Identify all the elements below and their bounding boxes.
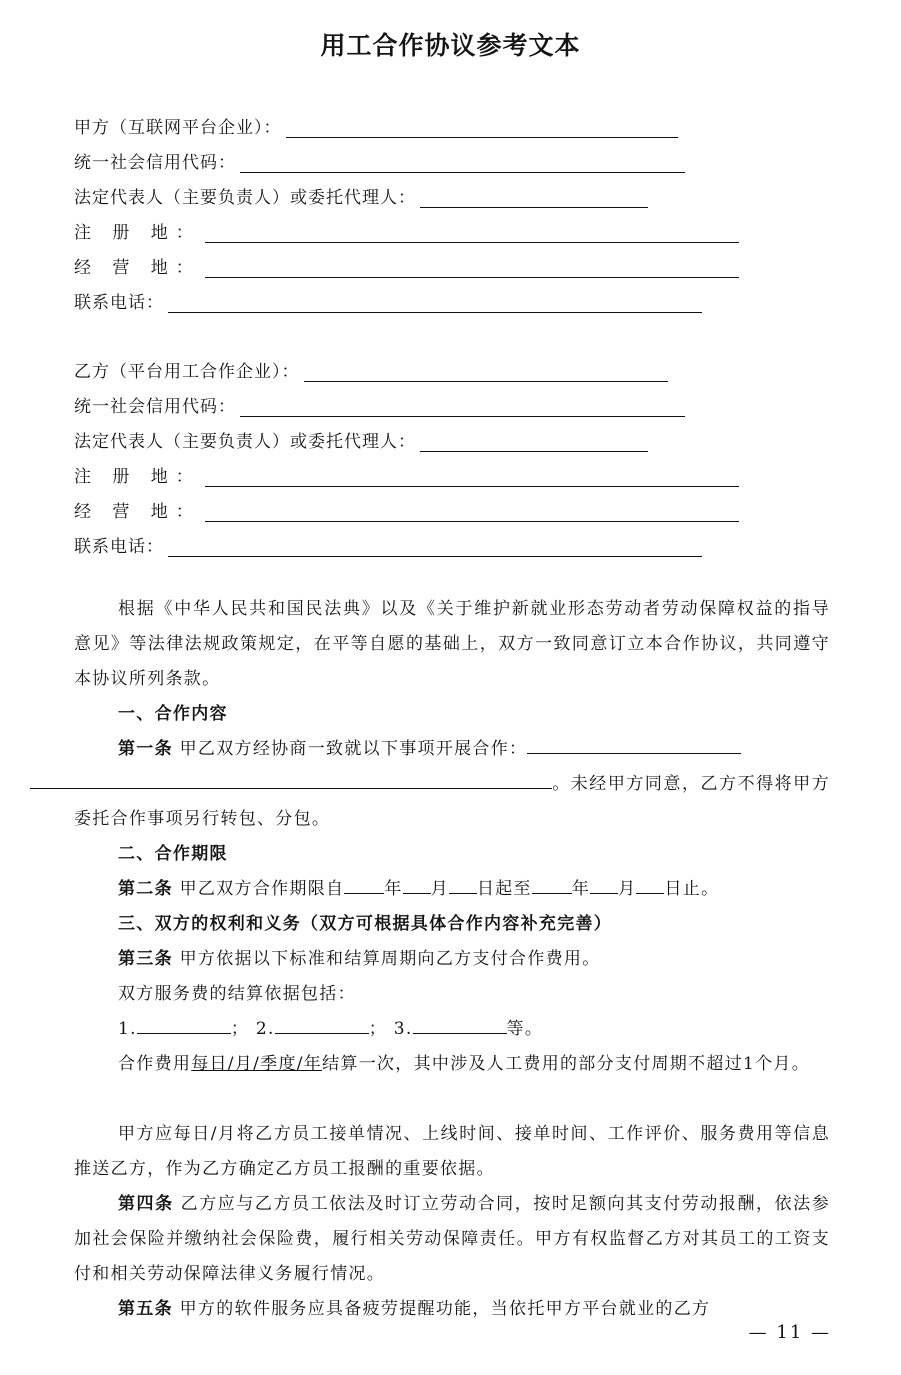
end-year-blank[interactable] — [532, 875, 572, 894]
party-b-reg-addr-blank[interactable] — [205, 468, 739, 487]
document-title: 用工合作协议参考文本 — [320, 31, 581, 60]
article-1 — [74, 732, 830, 837]
party-a-name-label: 甲方（互联网平台企业）： — [74, 118, 282, 138]
fee-text-a: 合作费用 — [118, 1054, 192, 1074]
party-a-biz-addr-field[interactable] — [74, 254, 739, 278]
fee-settlement-paragraph — [74, 1047, 830, 1082]
article-1-blank-b[interactable] — [30, 770, 552, 789]
article-3-text: 甲方依据以下标准和结算周期向乙方支付合作费用。 — [179, 949, 601, 969]
section-1-heading: 一、合作内容 — [118, 704, 228, 724]
party-a-biz-addr-blank[interactable] — [205, 259, 739, 278]
party-a-biz-addr-label: 经 营 地： — [74, 258, 201, 278]
settlement-basis-intro: 双方服务费的结算依据包括： — [118, 984, 356, 1004]
article-4 — [74, 1187, 830, 1292]
article-4-title: 第四条 — [118, 1194, 174, 1214]
basis-item-2-label: 2. — [255, 1019, 275, 1039]
end-day-label: 日止。 — [664, 879, 720, 899]
party-b-biz-addr-label: 经 营 地： — [74, 502, 201, 522]
fee-text-b: 结算一次，其中涉及人工费用的部分支付周期不超过1个月。 — [322, 1054, 811, 1074]
party-a-phone-field[interactable] — [74, 289, 702, 313]
basis-item-3-label: 3. — [393, 1019, 413, 1039]
preamble-paragraph: 根据《中华人民共和国民法典》以及《关于维护新就业形态劳动者劳动保障权益的指导意见》等法律法规政策规定，在平等自愿的基础上，双方一致同意订立本合作协议，共同遵守本协议所列条款。 — [74, 599, 830, 689]
article-5 — [74, 1292, 834, 1327]
start-day-blank[interactable] — [449, 875, 477, 894]
article-3-title: 第三条 — [118, 949, 173, 969]
article-5-title: 第五条 — [118, 1299, 173, 1319]
party-a-reg-addr-blank[interactable] — [205, 224, 739, 243]
party-a-reg-addr-label: 注 册 地： — [74, 223, 201, 243]
party-a-credit-code-field[interactable] — [74, 149, 685, 173]
info-push-paragraph: 甲方应每日/月将乙方员工接单情况、上线时间、接单时间、工作评价、服务费用等信息推送乙方，作为乙方确定乙方员工报酬的重要依据。 — [74, 1124, 830, 1179]
party-b-phone-blank[interactable] — [168, 538, 702, 557]
party-a-reg-addr-field[interactable] — [74, 219, 739, 243]
end-day-blank[interactable] — [636, 875, 664, 894]
party-b-phone-label: 联系电话： — [74, 537, 164, 557]
separator: ； — [368, 1019, 387, 1039]
party-b-name-field[interactable] — [74, 358, 668, 382]
end-month-blank[interactable] — [590, 875, 618, 894]
party-b-biz-addr-field[interactable] — [74, 498, 739, 522]
article-2 — [74, 872, 830, 907]
year-label: 年 — [571, 879, 591, 899]
party-b-name-blank[interactable] — [304, 363, 668, 382]
party-b-rep-blank[interactable] — [420, 433, 648, 452]
start-day-label: 日起至 — [476, 879, 532, 899]
basis-item-2-blank[interactable] — [275, 1015, 369, 1034]
start-year-blank[interactable] — [344, 875, 384, 894]
party-b-reg-addr-field[interactable] — [74, 463, 739, 487]
basis-end: 等。 — [506, 1019, 544, 1039]
party-b-rep-field[interactable] — [74, 428, 648, 452]
article-2-title: 第二条 — [118, 879, 173, 899]
article-4-text: 乙方应与乙方员工依法及时订立劳动合同，按时足额向其支付劳动报酬，依法参加社会保险并缴纳社会保险费，履行相关劳动保障责任。甲方有权监督乙方对其员工的工资支付和相关劳动保障法律义务履行情况。 — [74, 1194, 830, 1284]
month-label: 月 — [618, 879, 637, 899]
settlement-basis-list — [74, 1012, 830, 1047]
party-a-phone-blank[interactable] — [168, 294, 702, 313]
party-a-rep-field[interactable] — [74, 184, 648, 208]
article-5-text: 甲方的软件服务应具备疲劳提醒功能，当依托甲方平台就业的乙方 — [179, 1299, 711, 1319]
party-a-phone-label: 联系电话： — [74, 293, 164, 313]
party-a-credit-code-label: 统一社会信用代码： — [74, 153, 236, 173]
page-number: — 11 — — [748, 1322, 831, 1343]
article-1-text: 甲乙双方经协商一致就以下事项开展合作： — [179, 739, 528, 759]
party-a-name-blank[interactable] — [286, 119, 678, 138]
party-a-credit-code-blank[interactable] — [240, 154, 685, 173]
article-3 — [74, 942, 830, 977]
party-b-phone-field[interactable] — [74, 533, 702, 557]
section-3-heading: 三、双方的权利和义务（双方可根据具体合作内容补充完善） — [118, 914, 613, 934]
article-1-title: 第一条 — [118, 739, 173, 759]
party-b-credit-code-label: 统一社会信用代码： — [74, 397, 236, 417]
party-a-rep-label: 法定代表人（主要负责人）或委托代理人： — [74, 188, 416, 208]
year-label: 年 — [384, 879, 403, 899]
party-b-biz-addr-blank[interactable] — [205, 503, 739, 522]
party-b-name-label: 乙方（平台用工合作企业）： — [74, 362, 300, 382]
month-label: 月 — [430, 879, 449, 899]
article-1-tail: 。未经甲方同意，乙方不得将甲方委托合作事项另行转包、分包。 — [74, 774, 830, 829]
start-month-blank[interactable] — [403, 875, 431, 894]
party-b-credit-code-blank[interactable] — [240, 398, 685, 417]
basis-item-3-blank[interactable] — [413, 1015, 507, 1034]
party-b-rep-label: 法定代表人（主要负责人）或委托代理人： — [74, 432, 416, 452]
fee-period-options: 每日/月/季度/年 — [191, 1054, 323, 1074]
section-2-heading: 二、合作期限 — [118, 844, 228, 864]
basis-item-1-label: 1. — [118, 1019, 137, 1039]
separator: ； — [230, 1019, 250, 1039]
party-a-rep-blank[interactable] — [420, 189, 648, 208]
party-b-credit-code-field[interactable] — [74, 393, 685, 417]
article-2-text: 甲乙双方合作期限自 — [179, 879, 345, 899]
party-a-name-field[interactable] — [74, 114, 678, 138]
article-1-blank-a[interactable] — [527, 735, 741, 754]
basis-item-1-blank[interactable] — [137, 1015, 231, 1034]
party-b-reg-addr-label: 注 册 地： — [74, 467, 201, 487]
